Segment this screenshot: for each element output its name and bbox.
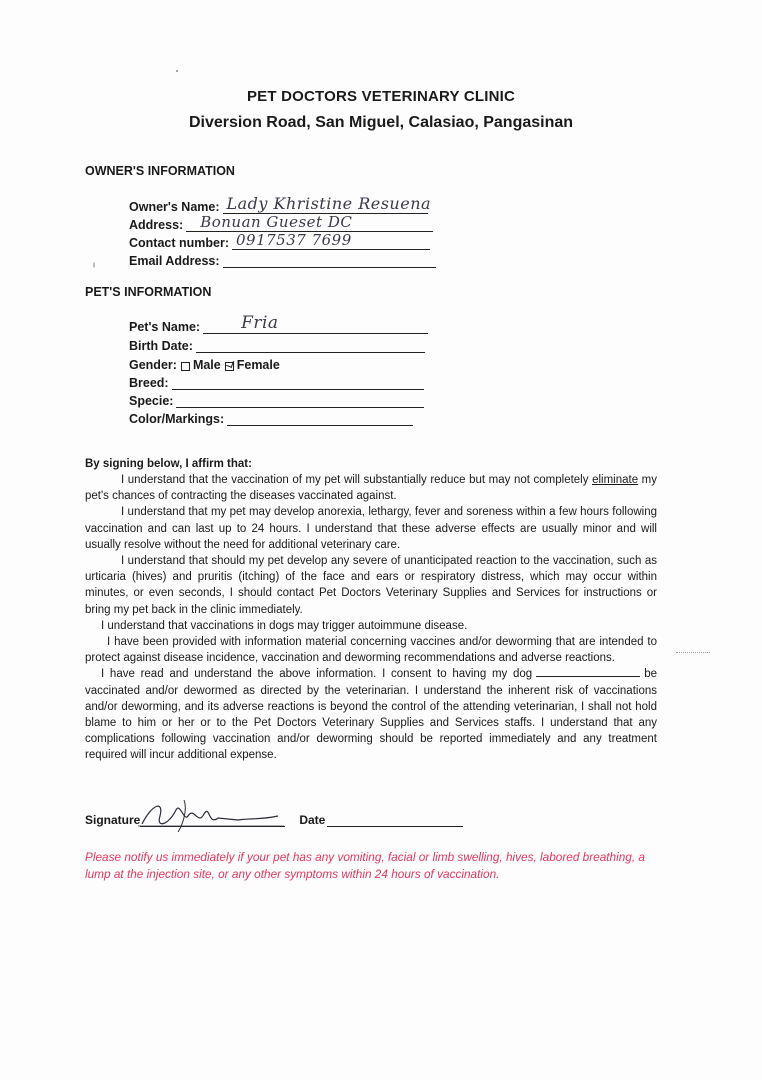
pet-name-line <box>203 313 428 334</box>
female-option-label: Female <box>236 358 280 372</box>
affirm-paragraph-3: I understand that should my pet develop any severe of unanticipated reaction to the vaccination, such as urticaria (hives) and pruritis (itching) of the face and ears or respiratory distress, which may occur within minutes, or even seconds, I should contact Pet Doctors Veterinary Supplies and Services for instructions or bring my pet back in the clinic immediately. <box>85 555 657 616</box>
specie-line <box>176 392 424 408</box>
pet-name-field[interactable] <box>129 313 428 334</box>
contact-number-value: 0917537 7699 <box>236 231 352 249</box>
male-checkbox[interactable] <box>181 362 190 371</box>
date-line[interactable] <box>327 812 463 827</box>
owner-address-value: Bonuan Gueset DC <box>200 213 353 231</box>
pet-name-value: Fria <box>241 313 279 333</box>
specie-field[interactable] <box>129 390 424 408</box>
pet-section-title: PET'S INFORMATION <box>85 285 212 299</box>
signature-label: Signature <box>85 813 141 827</box>
dog-name-blank[interactable] <box>536 666 640 677</box>
affirm-paragraph-2: I understand that my pet may develop anorexia, lethargy, fever and soreness within a few hours following vaccination and can last up to 24 hours. I understand that these adverse effects are usually minor and will usually resolve without the need for additional veterinary care. <box>85 506 657 551</box>
birth-date-line <box>196 337 425 353</box>
margin-mark <box>676 652 710 655</box>
clinic-address: Diversion Road, San Miguel, Calasiao, Pangasinan <box>188 114 574 131</box>
owner-address-field[interactable] <box>129 214 433 232</box>
email-label: Email Address: <box>129 254 220 268</box>
affirmation-paragraphs <box>85 472 657 764</box>
color-markings-line <box>227 410 413 426</box>
owner-address-line <box>186 213 433 232</box>
color-markings-label: Color/Markings: <box>129 412 225 426</box>
affirm-paragraph-6: I have read and understand the above information. I consent to having my dog be vaccinated and/or dewormed as directed by the veterinarian. I understand the inherent risk of vaccinations and/or deworming, and its adverse reactions is beyond the control of the attending veterinarian, I shall not hold blame to him or her or to the Pet Doctors Veterinary Supplies and Services staffs. I understand that any complications following vaccination and/or deworming should be reported immediately and any treatment required will incur additional expense. <box>85 668 657 762</box>
contact-number-field[interactable] <box>129 232 430 250</box>
owner-section-title: OWNER'S INFORMATION <box>85 164 235 178</box>
owner-address-label: Address: <box>129 218 184 232</box>
handwritten-signature <box>138 796 288 836</box>
breed-label: Breed: <box>129 376 169 390</box>
pet-name-label: Pet's Name: <box>129 320 201 334</box>
male-option-label: Male <box>192 358 221 372</box>
owner-name-line <box>223 194 432 214</box>
gender-label: Gender: <box>129 358 177 372</box>
clinic-name: PET DOCTORS VETERINARY CLINIC <box>246 88 516 105</box>
affirm-paragraph-5: I have been provided with information material concerning vaccines and/or deworming that are intended to protect against disease incidence, vaccination and deworming recommendations and adverse reactions. <box>85 636 657 665</box>
specie-label: Specie: <box>129 394 174 408</box>
scan-speck <box>93 262 95 268</box>
breed-field[interactable] <box>129 372 424 390</box>
owner-name-field[interactable] <box>129 194 432 214</box>
birth-date-label: Birth Date: <box>129 339 193 353</box>
email-line <box>223 252 436 268</box>
contact-number-line <box>232 231 430 250</box>
affirm-intro: By signing below, I affirm that: <box>85 458 252 470</box>
female-checkbox[interactable] <box>225 362 234 371</box>
date-label: Date <box>299 813 326 827</box>
gender-field <box>129 354 280 372</box>
contact-number-label: Contact number: <box>129 236 229 250</box>
affirm-paragraph-1: I understand that the vaccination of my pet will substantially reduce but may not completely eliminate my pet's chances of contracting the diseases vaccinated against. <box>85 474 657 503</box>
email-field[interactable] <box>129 250 436 268</box>
affirm-paragraph-4: I understand that vaccinations in dogs may trigger autoimmune disease. <box>101 619 468 632</box>
owner-name-label: Owner's Name: <box>129 200 220 214</box>
color-markings-field[interactable] <box>129 408 413 426</box>
owner-name-value: Lady Khristine Resuena <box>226 194 432 213</box>
breed-line <box>172 374 424 390</box>
birth-date-field[interactable] <box>129 335 425 353</box>
scan-speck <box>176 70 178 72</box>
notify-notice: Please notify us immediately if your pet has any vomiting, facial or limb swelling, hives, labored breathing, a lump at the injection site, or any other symptoms within 24 hours of vaccination. <box>85 850 645 881</box>
